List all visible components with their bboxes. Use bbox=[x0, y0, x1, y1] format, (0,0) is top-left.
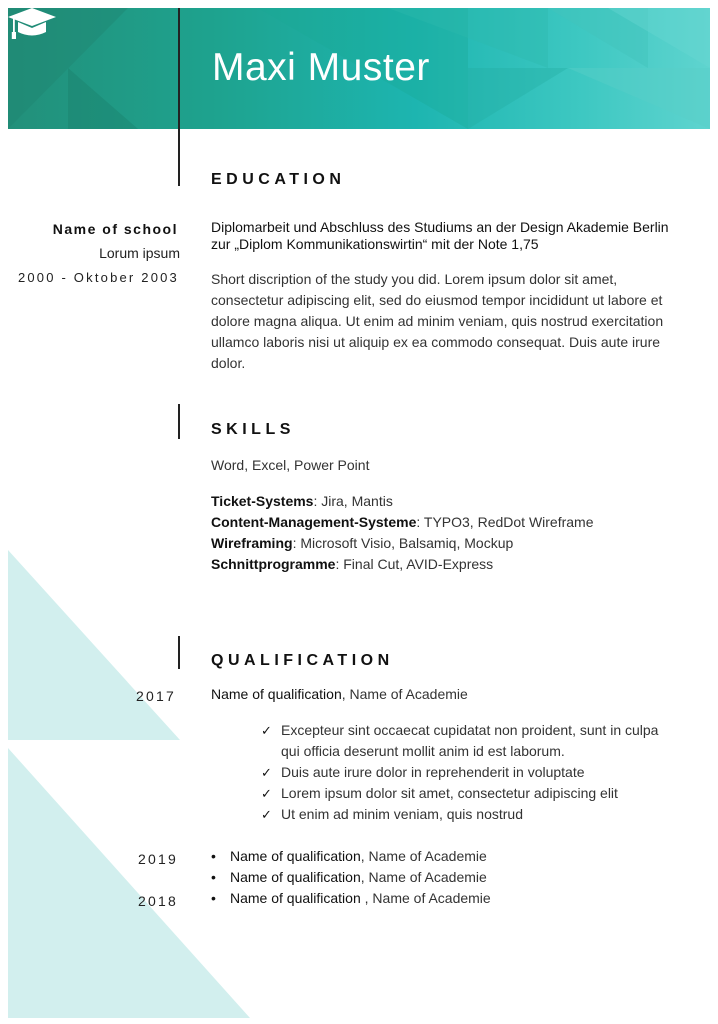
qualification-entry: Name of qualification, Name of Academie bbox=[211, 686, 468, 702]
check-item: ✓ Excepteur sint occaecat cupidatat non proident, sunt in culpa qui officia deserunt mollit anim id est laborum. bbox=[261, 722, 659, 759]
school-subtitle: Lorum ipsum bbox=[99, 245, 180, 261]
bullet-icon: • bbox=[211, 890, 216, 906]
degree-description bbox=[211, 219, 681, 253]
qualification-heading: QUALIFICATION bbox=[211, 652, 394, 669]
skill-item: Ticket-Systems: Jira, Mantis bbox=[211, 493, 393, 509]
header-banner bbox=[8, 8, 710, 129]
qualification-year: 2019 bbox=[138, 851, 178, 867]
header-divider-line bbox=[178, 8, 180, 186]
education-heading: EDUCATION bbox=[211, 171, 346, 188]
decorative-triangles bbox=[0, 540, 260, 1024]
bullet-icon: • bbox=[211, 869, 216, 885]
qualification-divider-line bbox=[178, 636, 180, 669]
bullet-icon: • bbox=[211, 848, 216, 864]
study-description: Short discription of the study you did. Lorem ipsum dolor sit amet, consectetur adipiscing elit, sed do eiusmod tempor incididunt ut labore et dolore magna aliqua. Ut enim ad minim veniam, quis nostrud exercitation ullamco laboris nisi ut aliquip ex ea commodo consequat. Duis aute irure dolor. bbox=[211, 271, 664, 371]
candidate-name: Maxi Muster bbox=[212, 46, 430, 89]
skills-heading: SKILLS bbox=[211, 421, 295, 438]
check-icon: ✓ bbox=[261, 807, 272, 822]
check-icon: ✓ bbox=[261, 786, 272, 801]
list-item: • Name of qualification, Name of Academie bbox=[211, 846, 671, 867]
check-icon: ✓ bbox=[261, 723, 272, 738]
check-item: ✓ Duis aute irure dolor in reprehenderit in voluptate bbox=[261, 762, 671, 783]
qualification-year: 2018 bbox=[138, 893, 178, 909]
general-skills: Word, Excel, Power Point bbox=[211, 457, 370, 473]
skill-item: Schnittprogramme: Final Cut, AVID-Express bbox=[211, 556, 494, 572]
check-item: ✓ Ut enim ad minim veniam, quis nostrud bbox=[261, 804, 671, 825]
check-icon: ✓ bbox=[261, 765, 272, 780]
qualification-checklist bbox=[261, 720, 671, 825]
skills-divider-line bbox=[178, 404, 180, 439]
degree-line-1: Diplomarbeit und Abschluss des Studiums an der Design Akademie Berlin bbox=[211, 219, 669, 235]
graduation-cap-icon bbox=[8, 8, 56, 42]
education-dates: 2000 - Oktober 2003 bbox=[17, 270, 179, 285]
skill-item: Content-Management-Systeme: TYPO3, RedDot Wireframe bbox=[211, 514, 594, 530]
qualification-bullet-list bbox=[211, 846, 671, 909]
list-item: • Name of qualification, Name of Academie bbox=[211, 867, 671, 888]
check-item: ✓ Lorem ipsum dolor sit amet, consectetur adipiscing elit bbox=[261, 783, 671, 804]
qualification-year: 2017 bbox=[136, 688, 176, 704]
list-item: • Name of qualification , Name of Academie bbox=[211, 888, 671, 909]
skill-item: Wireframing: Microsoft Visio, Balsamiq, Mockup bbox=[211, 535, 514, 551]
degree-line-2: zur „Diplom Kommunikationswirtin“ mit der Note 1,75 bbox=[211, 236, 539, 252]
skills-list bbox=[211, 491, 681, 575]
school-name: Name of school bbox=[52, 221, 178, 237]
